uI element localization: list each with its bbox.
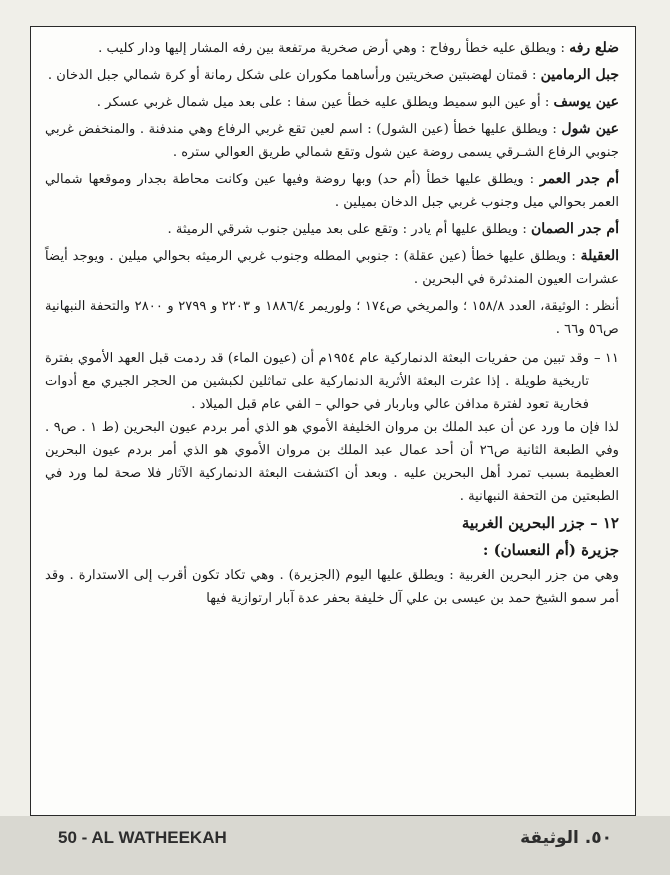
entry-term: عين يوسف	[553, 94, 619, 110]
paragraph-umayyad: لذا فإن ما ورد عن أن عبد الملك بن مروان الخليفة الأموي هو الذي أمر بردم عيون البحرين (ط ١ . ص٩ . وفي الطبعة الثانية ص٢٦ أن أحد عمال عبد الملك بن مروان الأموي هو الذي أمر بردم عيون البحرين العظيمة بسبب تمرد أهل البحرين عليه . وبعد أن اكتشفت البعثة الدنماركية الآثار فلا صحة لما ورد في الطبعتين من التحفة النبهانية .	[45, 420, 619, 504]
entry-ain-yusuf	[45, 91, 619, 114]
entry-term: أم جدر الصمان	[530, 221, 619, 237]
entry-term: جبل الرمامين	[540, 67, 619, 83]
entry-text: : ويطلق عليها خطأ (أم حد) وبها روضة وفيها عين وكانت محاطة بجدار وموقعها شمالي العمر بحوالي ميل وجنوب غربي جبل الدخان بميلين .	[45, 172, 619, 210]
footer-page-label-en: 50 - AL WATHEEKAH	[58, 828, 227, 847]
note-text: وقد تبين من حفريات البعثة الدنماركية عام ١٩٥٤م أن (عيون الماء) قد ردمت قبل العهد الأموي بفترة تاريخية طويلة . إذا عثرت البعثة الأثرية الدنماركية على تماثلين لكبشين من الحجر الجيري مع أدوات فخارية تعود لفترة مدافن عالي وباربار في حوالي – الفي عام قبل الميلاد .	[45, 351, 589, 412]
note-11	[45, 347, 619, 416]
entry-text: : ويطلق عليها أم يادر : وتقع على بعد ميلين جنوب شرقي الرميثة .	[167, 222, 531, 237]
entry-jabal-alrumamin	[45, 64, 619, 87]
reference-note: أنظر : الوثيقة، العدد ١٥٨/٨ ؛ والمريخي ص١٧٤ ؛ ولوريمر ١٨٨٦/٤ و ٢٢٠٣ و ٢٧٩٩ و ٢٨٠٠ والتحفة النبهانية ص٥٦ و٦٦ .	[45, 299, 619, 337]
footer-page-label-ar: ٥٠. الوثيقة	[520, 828, 612, 848]
entry-term: العقيلة	[580, 248, 619, 264]
page-footer	[0, 816, 670, 875]
paragraph-island: وهي من جزر البحرين الغربية : ويطلق عليها اليوم (الجزيرة) . وهي تكاد تكون أقرب إلى الاستدارة . وقد أمر سمو الشيخ حمد بن عيسى بن علي آل خليفة بحفر عدة آبار ارتوازية فيها	[45, 568, 619, 606]
entry-aluqaila	[45, 245, 619, 291]
entry-text: : أو عين البو سميط ويطلق عليه خطأ عين سفا : على بعد ميل شمال غربي عسكر .	[96, 95, 554, 110]
subheading-um-alnasan: جزيرة (أم النعسان) :	[482, 541, 619, 559]
entry-text: : قمتان لهضبتين صخريتين ورأساهما مكوران على شكل رمانة أو كرة شمالي جبل الدخان .	[47, 68, 541, 83]
entry-um-jidr-alsamman	[45, 218, 619, 241]
content-frame	[30, 26, 636, 816]
entry-term: ضلع رفه	[569, 40, 619, 56]
entry-text: : ويطلق عليها خطأ (عين الشول) : اسم لعين تقع غربي الرفاع وهي مندفنة . والمنخفض غربي جنوبي الرفاع الشـرقي يسمى روضة عين شول وتقع شمالي طريق العوالي ستره .	[45, 122, 619, 160]
article-body	[31, 27, 635, 620]
entry-um-jidr-alumar	[45, 168, 619, 214]
entry-ain-shul	[45, 118, 619, 164]
entry-text: : ويطلق عليها خطأ (عين عقلة) : جنوبي المطله وجنوب غربي الرميثه بحوالي ميلين . ويوجد أيضاً عشرات العيون المندثرة في البحرين .	[45, 249, 619, 287]
note-number: ١١ –	[594, 351, 619, 366]
entry-term: عين شول	[561, 121, 619, 137]
entry-dhil-rafah	[45, 37, 619, 60]
entry-text: : ويطلق عليه خطأ روفاح : وهي أرض صخرية مرتفعة بين رفه المشار إليها ودار كليب .	[98, 41, 570, 56]
section-heading-12: ١٢ – جزر البحرين الغربية	[461, 514, 619, 532]
entry-term: أم جدر العمر	[539, 171, 619, 187]
